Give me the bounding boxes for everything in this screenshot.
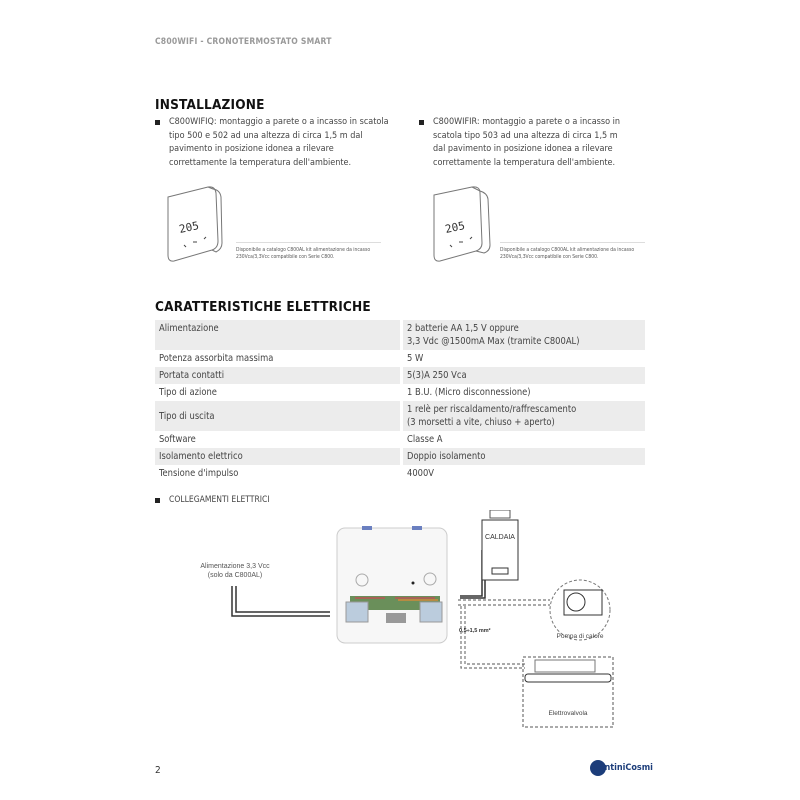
brand-logo [590,760,653,776]
display-value: 205 [443,219,467,236]
specs-table [155,320,645,482]
spec-label: Tensione d'impulso [159,468,239,479]
collegamenti-heading [169,494,270,508]
spec-value: 2 batterie AA 1,5 V oppure 3,3 Vdc @1500mA Max (tramite C800AL) [400,320,645,350]
thermostat-square-image [160,183,240,268]
table-row [155,401,645,431]
collegamenti-title: COLLEGAMENTI ELETTRICI [169,495,270,505]
table-row [155,448,645,465]
table-row [155,320,645,350]
caldaia-label: CALDAIA [485,534,515,541]
display-value: 205 [177,219,201,236]
section-title-caratteristiche: CARATTERISTICHE ELETTRICHE [155,299,371,315]
install-item-text: C800WIFIR: montaggio a parete o a incasso in scatola tipo 503 ad una altezza di circa 1,5 m dal pavimento in posizione idonea a rilevare correttamente la temperatura dell'ambiente. [433,117,621,168]
wiring-diagram [180,510,650,730]
spec-label: Tipo di azione [159,387,217,398]
install-item-q [169,116,394,170]
spec-value: Doppio isolamento [400,448,645,465]
note-c800al: Disponibile a catalogo C800AL kit alimentazione da incasso 230Vca/3,3Vcc compatibile con Serie C800. [236,242,381,261]
brand-name: FantiniCosmi [594,763,653,773]
page-number: 2 [155,765,161,776]
bullet-icon [155,498,160,503]
thermostat-round-image [430,183,500,268]
bullet-icon [419,120,424,125]
install-item-r [433,116,623,170]
spec-value: 5(3)A 250 Vca [400,367,645,384]
note-c800al: Disponibile a catalogo C800AL kit alimentazione da incasso 230Vca/3,3Vcc compatibile con Serie C800. [500,242,645,261]
caldaia-boiler [482,510,518,580]
pompa-label: Pompa di calore [556,633,604,640]
table-row [155,465,645,482]
spec-value: 4000V [400,465,645,482]
spec-label: Potenza assorbita massima [159,353,274,364]
bullet-icon [155,120,160,125]
alimentazione-label: Alimentazione 3,3 Vcc [200,563,270,570]
elettrovalvola-label: Elettrovalvola [548,710,588,717]
spec-value: 5 W [400,350,645,367]
install-item-text: C800WIFIQ: montaggio a parete o a incasso in scatola tipo 500 e 502 ad una altezza di circa 1,5 m dal pavimento in posizione idonea a rilevare correttamente la temperatura dell'ambiente. [169,117,389,168]
section-title-installazione: INSTALLAZIONE [155,97,265,113]
spec-label: Portata contatti [155,367,400,384]
alimentazione-sublabel: (solo da C800AL) [207,572,263,579]
table-row [155,350,645,367]
thermostat-base [337,526,447,643]
spec-label: Software [159,434,196,445]
table-row [155,384,645,401]
spec-value: 1 B.U. (Micro disconnessione) [400,384,645,401]
table-row [155,431,645,448]
page-header: C800WIFI - CRONOTERMOSTATO SMART [155,37,332,47]
spec-label: Tipo di uscita [155,401,400,431]
spec-value: 1 relè per riscaldamento/raffrescamento (3 morsetti a vite, chiuso + aperto) [400,401,645,431]
sezione-label: 0,5÷1,5 mm² [459,628,491,634]
spec-label: Alimentazione [155,320,400,350]
spec-value: Classe A [400,431,645,448]
spec-label: Isolamento elettrico [155,448,400,465]
elettrovalvola [523,657,613,727]
pompa-di-calore [550,580,610,640]
table-row [155,367,645,384]
